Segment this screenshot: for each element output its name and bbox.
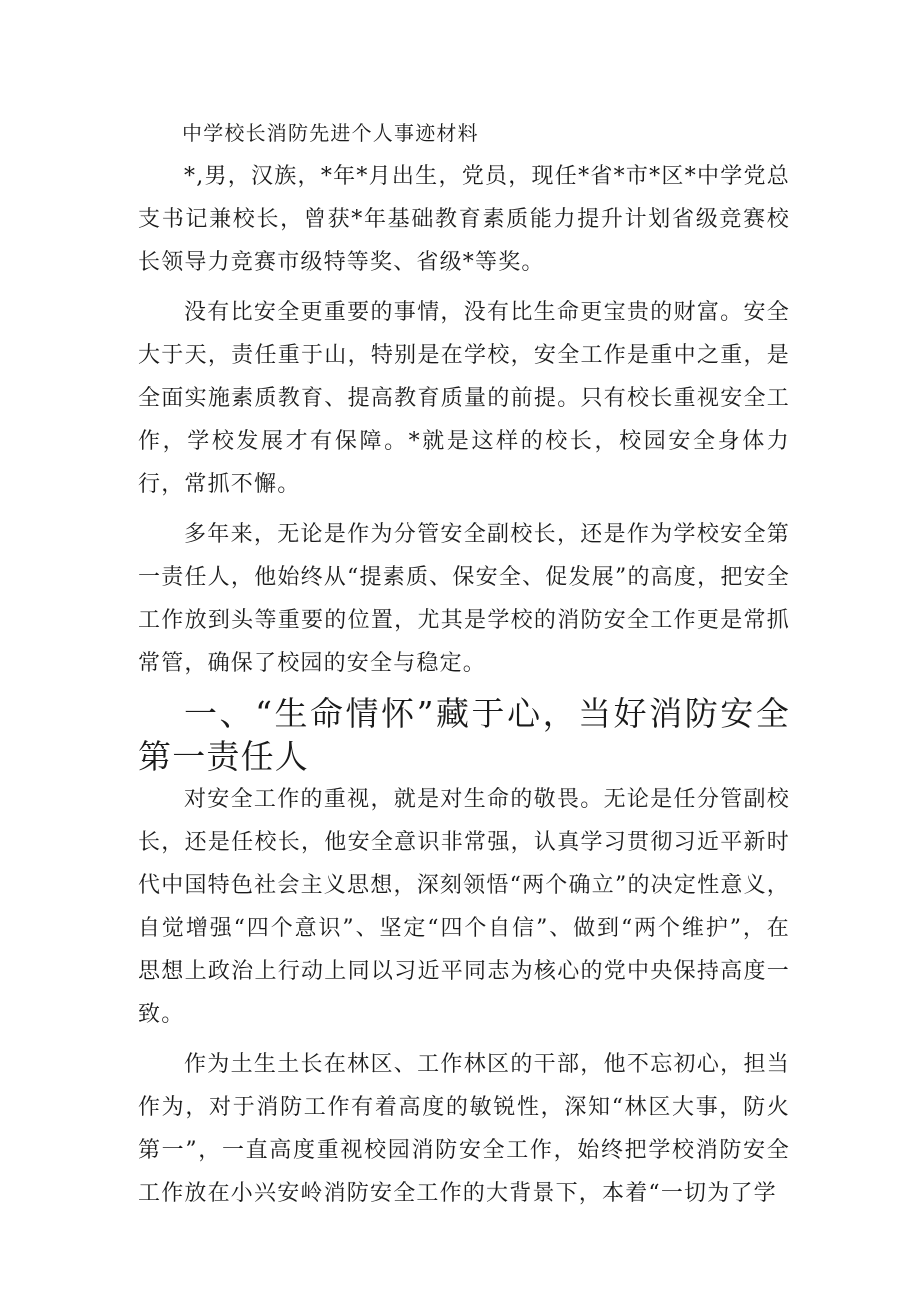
paragraph-forest-region: 作为土生土长在林区、工作林区的干部，他不忘初心，担当作为，对于消防工作有着高度的敏锐性，深知“林区大事，防火第一”，一直高度重视校园消防安全工作，始终把学校消防安全工作放在小兴安岭消防安全工作的大背景下，本着“一切为了学 xyxy=(138,1052,790,1206)
paragraph-years-of-work: 多年来，无论是作为分管安全副校长，还是作为学校安全第一责任人，他始终从“提素质、保安全、促发展”的高度，把安全工作放到头等重要的位置，尤其是学校的消防安全工作更是常抓常管，确保了校园的安全与稳定。 xyxy=(138,522,790,676)
paragraph-respect-for-life: 对安全工作的重视，就是对生命的敬畏。无论是任分管副校长，还是任校长，他安全意识非常强，认真学习贯彻习近平新时代中国特色社会主义思想，深刻领悟“两个确立”的决定性意义，自觉增强“四个意识”、坚定“四个自信”、做到“两个维护”，在思想上政治上行动上同以习近平同志为核心的党中央保持高度一致。 xyxy=(138,787,790,1027)
paragraph-safety-importance: 没有比安全更重要的事情，没有比生命更宝贵的财富。安全大于天，责任重于山，特别是在学校，安全工作是重中之重，是全面实施素质教育、提高教育质量的前提。只有校长重视安全工作，学校发展才有保障。*就是这样的校长，校园安全身体力行，常抓不懈。 xyxy=(138,300,790,497)
section-heading: 一、“生命情怀”藏于心，当好消防安全第一责任人 xyxy=(138,694,790,776)
document-body xyxy=(138,112,790,1215)
paragraph-intro: *,男，汉族，*年*月出生，党员，现任*省*市*区*中学党总支书记兼校长，曾获*年基础教育素质能力提升计划省级竞赛校长领导力竞赛市级特等奖、省级*等奖。 xyxy=(138,164,790,275)
document-title: 中学校长消防先进个人事迹材料 xyxy=(182,121,479,145)
